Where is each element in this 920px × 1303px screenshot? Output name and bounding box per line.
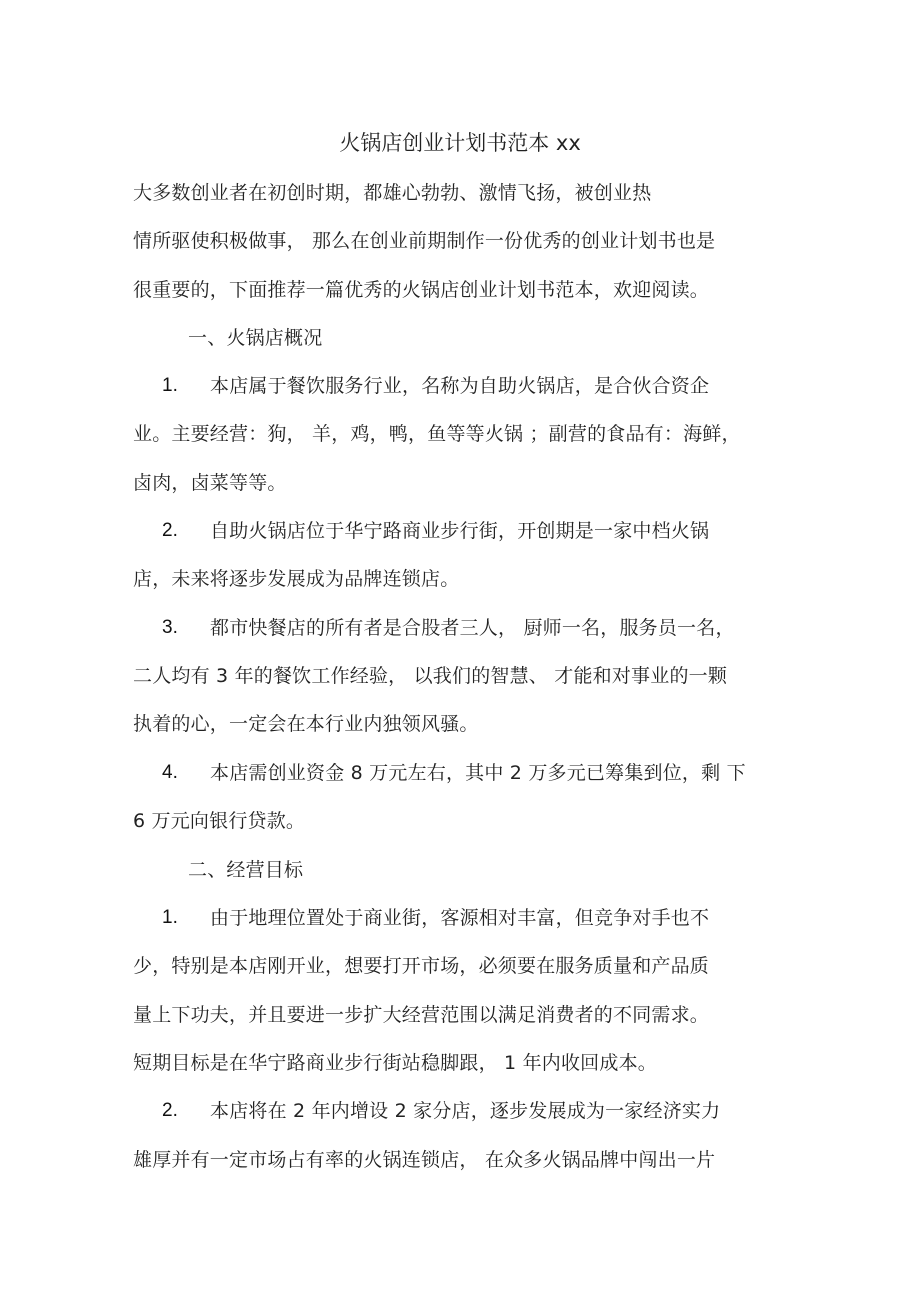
list-item-number: 1. bbox=[162, 375, 178, 396]
list-item-line: 店，未来将逐步发展成为品牌连锁店。 bbox=[133, 568, 460, 590]
section-heading-goals: 二、经营目标 bbox=[188, 859, 304, 881]
intro-line-3: 很重要的，下面推荐一篇优秀的火锅店创业计划书范本，欢迎阅读。 bbox=[133, 279, 710, 301]
list-item-line: 由于地理位置处于商业街，客源相对丰富，但竞争对手也不 bbox=[210, 907, 710, 929]
document-title: 火锅店创业计划书范本 xx bbox=[339, 131, 581, 155]
list-item-number: 3. bbox=[162, 617, 178, 638]
list-item-line: 雄厚并有一定市场占有率的火锅连锁店， 在众多火锅品牌中闯出一片 bbox=[133, 1149, 716, 1171]
list-item-line: 业。主要经营：狗， 羊，鸡，鸭，鱼等等火锅 ；副营的食品有：海鲜， bbox=[133, 423, 741, 445]
list-item-number: 2. bbox=[162, 1100, 178, 1121]
list-item-line: 卤肉，卤菜等等。 bbox=[133, 472, 287, 494]
list-item-line: 少，特别是本店刚开业，想要打开市场，必须要在服务质量和产品质 bbox=[133, 955, 710, 977]
intro-line-2: 情所驱使积极做事， 那么在创业前期制作一份优秀的创业计划书也是 bbox=[133, 230, 716, 252]
intro-line-1: 大多数创业者在初创时期，都雄心勃勃、激情飞扬，被创业热 bbox=[133, 182, 652, 204]
list-item-line: 执着的心，一定会在本行业内独领风骚。 bbox=[133, 713, 479, 735]
list-item-line: 本店需创业资金 8 万元左右，其中 2 万多元已筹集到位，剩 下 bbox=[210, 762, 746, 784]
section-heading-overview: 一、火锅店概况 bbox=[188, 327, 323, 349]
list-item-line: 都市快餐店的所有者是合股者三人， 厨师一名，服务员一名， bbox=[210, 617, 735, 639]
list-item-line: 6 万元向银行贷款。 bbox=[133, 810, 306, 832]
list-item-line: 本店属于餐饮服务行业，名称为自助火锅店，是合伙合资企 bbox=[210, 375, 710, 397]
list-item-number: 2. bbox=[162, 520, 178, 541]
list-item-line: 二人均有 3 年的餐饮工作经验， 以我们的智慧、 才能和对事业的一颗 bbox=[133, 665, 728, 687]
list-item-number: 1. bbox=[162, 907, 178, 928]
list-item-line: 自助火锅店位于华宁路商业步行街，开创期是一家中档火锅 bbox=[210, 520, 710, 542]
list-item-line: 本店将在 2 年内增设 2 家分店，逐步发展成为一家经济实力 bbox=[210, 1100, 721, 1122]
list-item-line: 短期目标是在华宁路商业步行街站稳脚跟， 1 年内收回成本。 bbox=[133, 1052, 657, 1074]
list-item-line: 量上下功夫，并且要进一步扩大经营范围以满足消费者的不同需求。 bbox=[133, 1004, 710, 1026]
list-item-number: 4. bbox=[162, 762, 178, 783]
